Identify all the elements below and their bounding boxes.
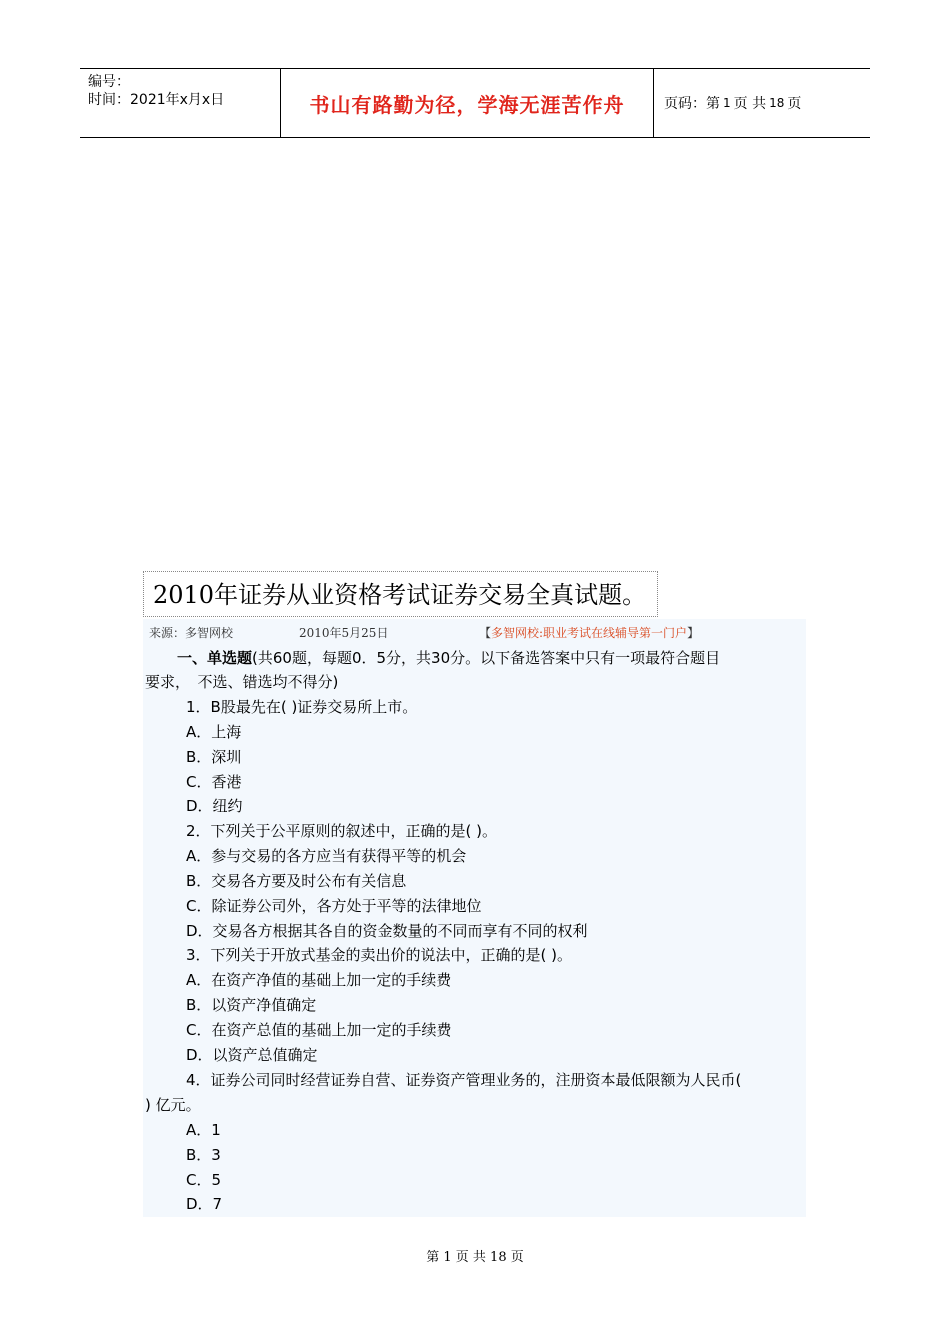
option: D．交易各方根据其各自的资金数量的不同而享有不同的权利: [186, 922, 588, 940]
section-heading-rest: (共60题，每题0．5分，共30分。以下备选答案中只有一项最符合题目: [252, 649, 721, 667]
section-heading-cont: 要求， 不选、错选均不得分): [145, 673, 339, 691]
option: A．上海: [186, 723, 242, 741]
option: A．在资产净值的基础上加一定的手续费: [186, 971, 452, 989]
site-link[interactable]: [479, 624, 699, 641]
option: B．3: [186, 1146, 221, 1164]
header-page-number: [654, 69, 870, 137]
page-prefix: 页码：第: [664, 96, 720, 112]
question-3: 3．下列关于开放式基金的卖出价的说法中，正确的是( )。: [186, 946, 573, 964]
option: D．以资产总值确定: [186, 1046, 318, 1064]
option: C．除证券公司外，各方处于平等的法律地位: [186, 897, 482, 915]
option: A．参与交易的各方应当有获得平等的机会: [186, 847, 467, 865]
page-total: 18: [769, 96, 785, 110]
document-header: [80, 68, 870, 138]
source-line: [149, 624, 700, 641]
section-heading-bold: 一、单选题: [177, 649, 253, 667]
bracket-close: 】: [687, 626, 700, 640]
publish-date: 2010年5月25日: [299, 626, 389, 640]
source-label: 来源：多智网校: [149, 626, 234, 640]
option: C．5: [186, 1171, 222, 1189]
question-1: 1．B股最先在( )证券交易所上市。: [186, 698, 418, 716]
time-label: 时间：2021年x月x日: [88, 92, 225, 108]
bracket-open: 【: [479, 626, 492, 640]
page-suffix: 页: [787, 96, 802, 112]
page-current: 1: [723, 96, 731, 110]
header-meta: [80, 69, 281, 137]
page-mid: 页 共: [733, 96, 767, 112]
option: D．纽约: [186, 797, 243, 815]
code-label: 编号：: [88, 74, 130, 90]
option: C．在资产总值的基础上加一定的手续费: [186, 1021, 452, 1039]
option: B．以资产净值确定: [186, 996, 317, 1014]
option: A．1: [186, 1121, 221, 1139]
option: B．交易各方要及时公布有关信息: [186, 872, 407, 890]
option: D．7: [186, 1195, 223, 1213]
question-2: 2．下列关于公平原则的叙述中，正确的是( )。: [186, 822, 498, 840]
page-footer: 第 1 页 共 18 页: [426, 1250, 524, 1265]
site-link-text[interactable]: 多智网校:职业考试在线辅导第一门户: [491, 626, 688, 640]
question-4: 4．证券公司同时经营证券自营、证券资产管理业务的，注册资本最低限额为人民币(: [186, 1071, 742, 1089]
question-4-cont: ) 亿元。: [145, 1096, 201, 1114]
option: C．香港: [186, 773, 242, 791]
option: B．深圳: [186, 748, 242, 766]
article-body: [143, 619, 806, 1217]
section-heading: [177, 648, 720, 668]
article-title: 2010年证券从业资格考试证券交易全真试题。: [143, 571, 658, 617]
header-motto: 书山有路勤为径，学海无涯苦作舟: [281, 69, 654, 137]
